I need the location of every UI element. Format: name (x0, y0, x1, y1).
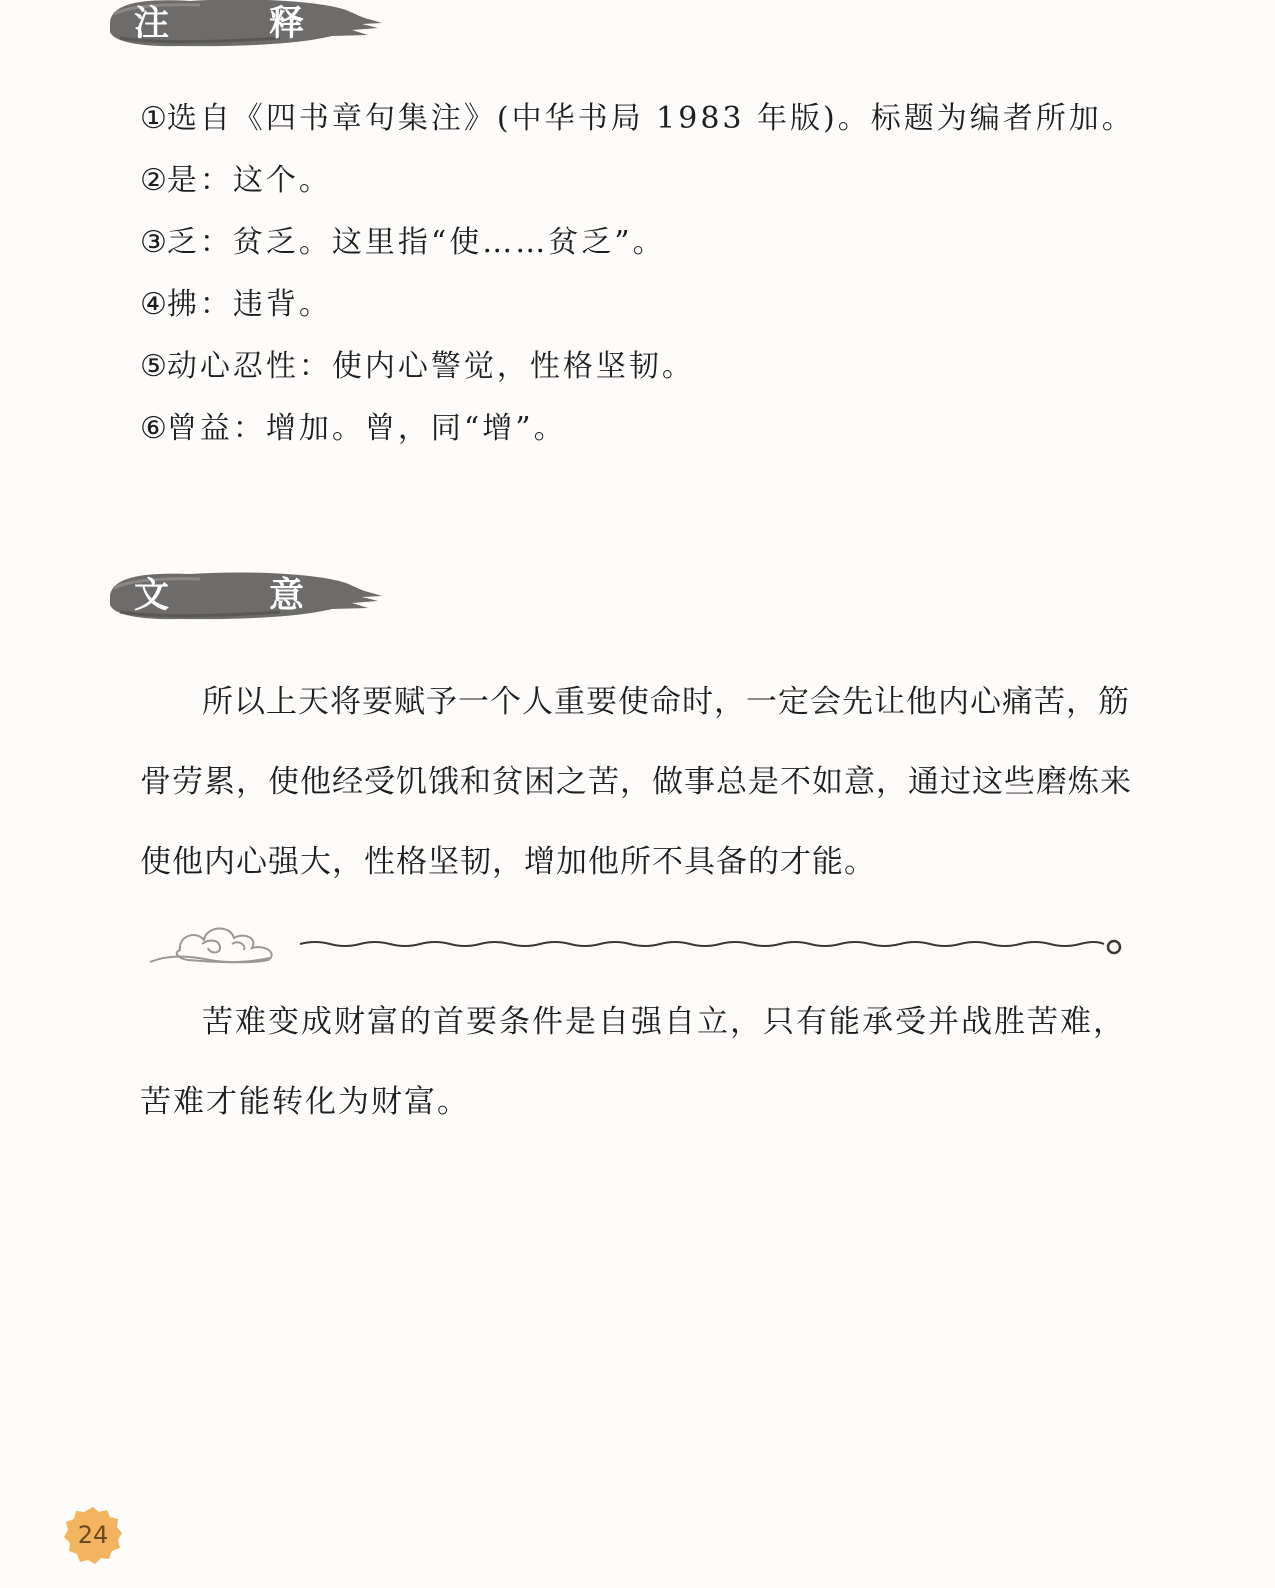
note-number: ④ (140, 287, 167, 322)
note-number: ① (140, 101, 167, 136)
notes-heading-char-1: 注 (134, 4, 170, 44)
note-text: 动心忍性：使内心警觉，性格坚韧。 (166, 349, 695, 384)
cloud-divider (140, 904, 1140, 984)
note-item (140, 280, 1150, 342)
note-number: ③ (140, 225, 167, 260)
notes-list (140, 94, 1150, 466)
note-number: ⑤ (140, 349, 167, 384)
cloud-ornament-icon (140, 904, 1140, 984)
note-number: ② (140, 163, 167, 198)
meaning-section-header (100, 564, 382, 628)
page-number-badge (62, 1504, 124, 1566)
note-text: 是：这个。 (166, 163, 332, 198)
note-text: 选自《四书章句集注》(中华书局 1983 年版)。标题为编者所加。 (166, 101, 1135, 136)
note-number: ⑥ (140, 411, 167, 446)
note-text: 曾益：增加。曾，同“增”。 (166, 411, 567, 446)
note-item (140, 342, 1150, 404)
notes-heading-char-2: 释 (268, 4, 304, 44)
note-item (140, 404, 1150, 466)
meaning-heading-char-1: 文 (134, 576, 170, 616)
note-item (140, 156, 1150, 218)
note-text: 乏：贫乏。这里指“使……贫乏”。 (166, 225, 666, 260)
meaning-paragraph: 所以上天将要赋予一个人重要使命时，一定会先让他内心痛苦，筋骨劳累，使他经受饥饿和贫困之苦，做事总是不如意，通过这些磨炼来使他内心强大，性格坚韧，增加他所不具备的才能。 (140, 684, 1132, 880)
meaning-heading-char-2: 意 (268, 576, 304, 616)
note-text: 拂：违背。 (166, 287, 332, 322)
note-item (140, 218, 1150, 280)
comment-paragraph: 苦难变成财富的首要条件是自强自立，只有能承受并战胜苦难，苦难才能转化为财富。 (140, 1004, 1126, 1120)
notes-section-header (100, 0, 382, 56)
page-number: 24 (77, 1521, 109, 1549)
note-item (140, 94, 1150, 156)
